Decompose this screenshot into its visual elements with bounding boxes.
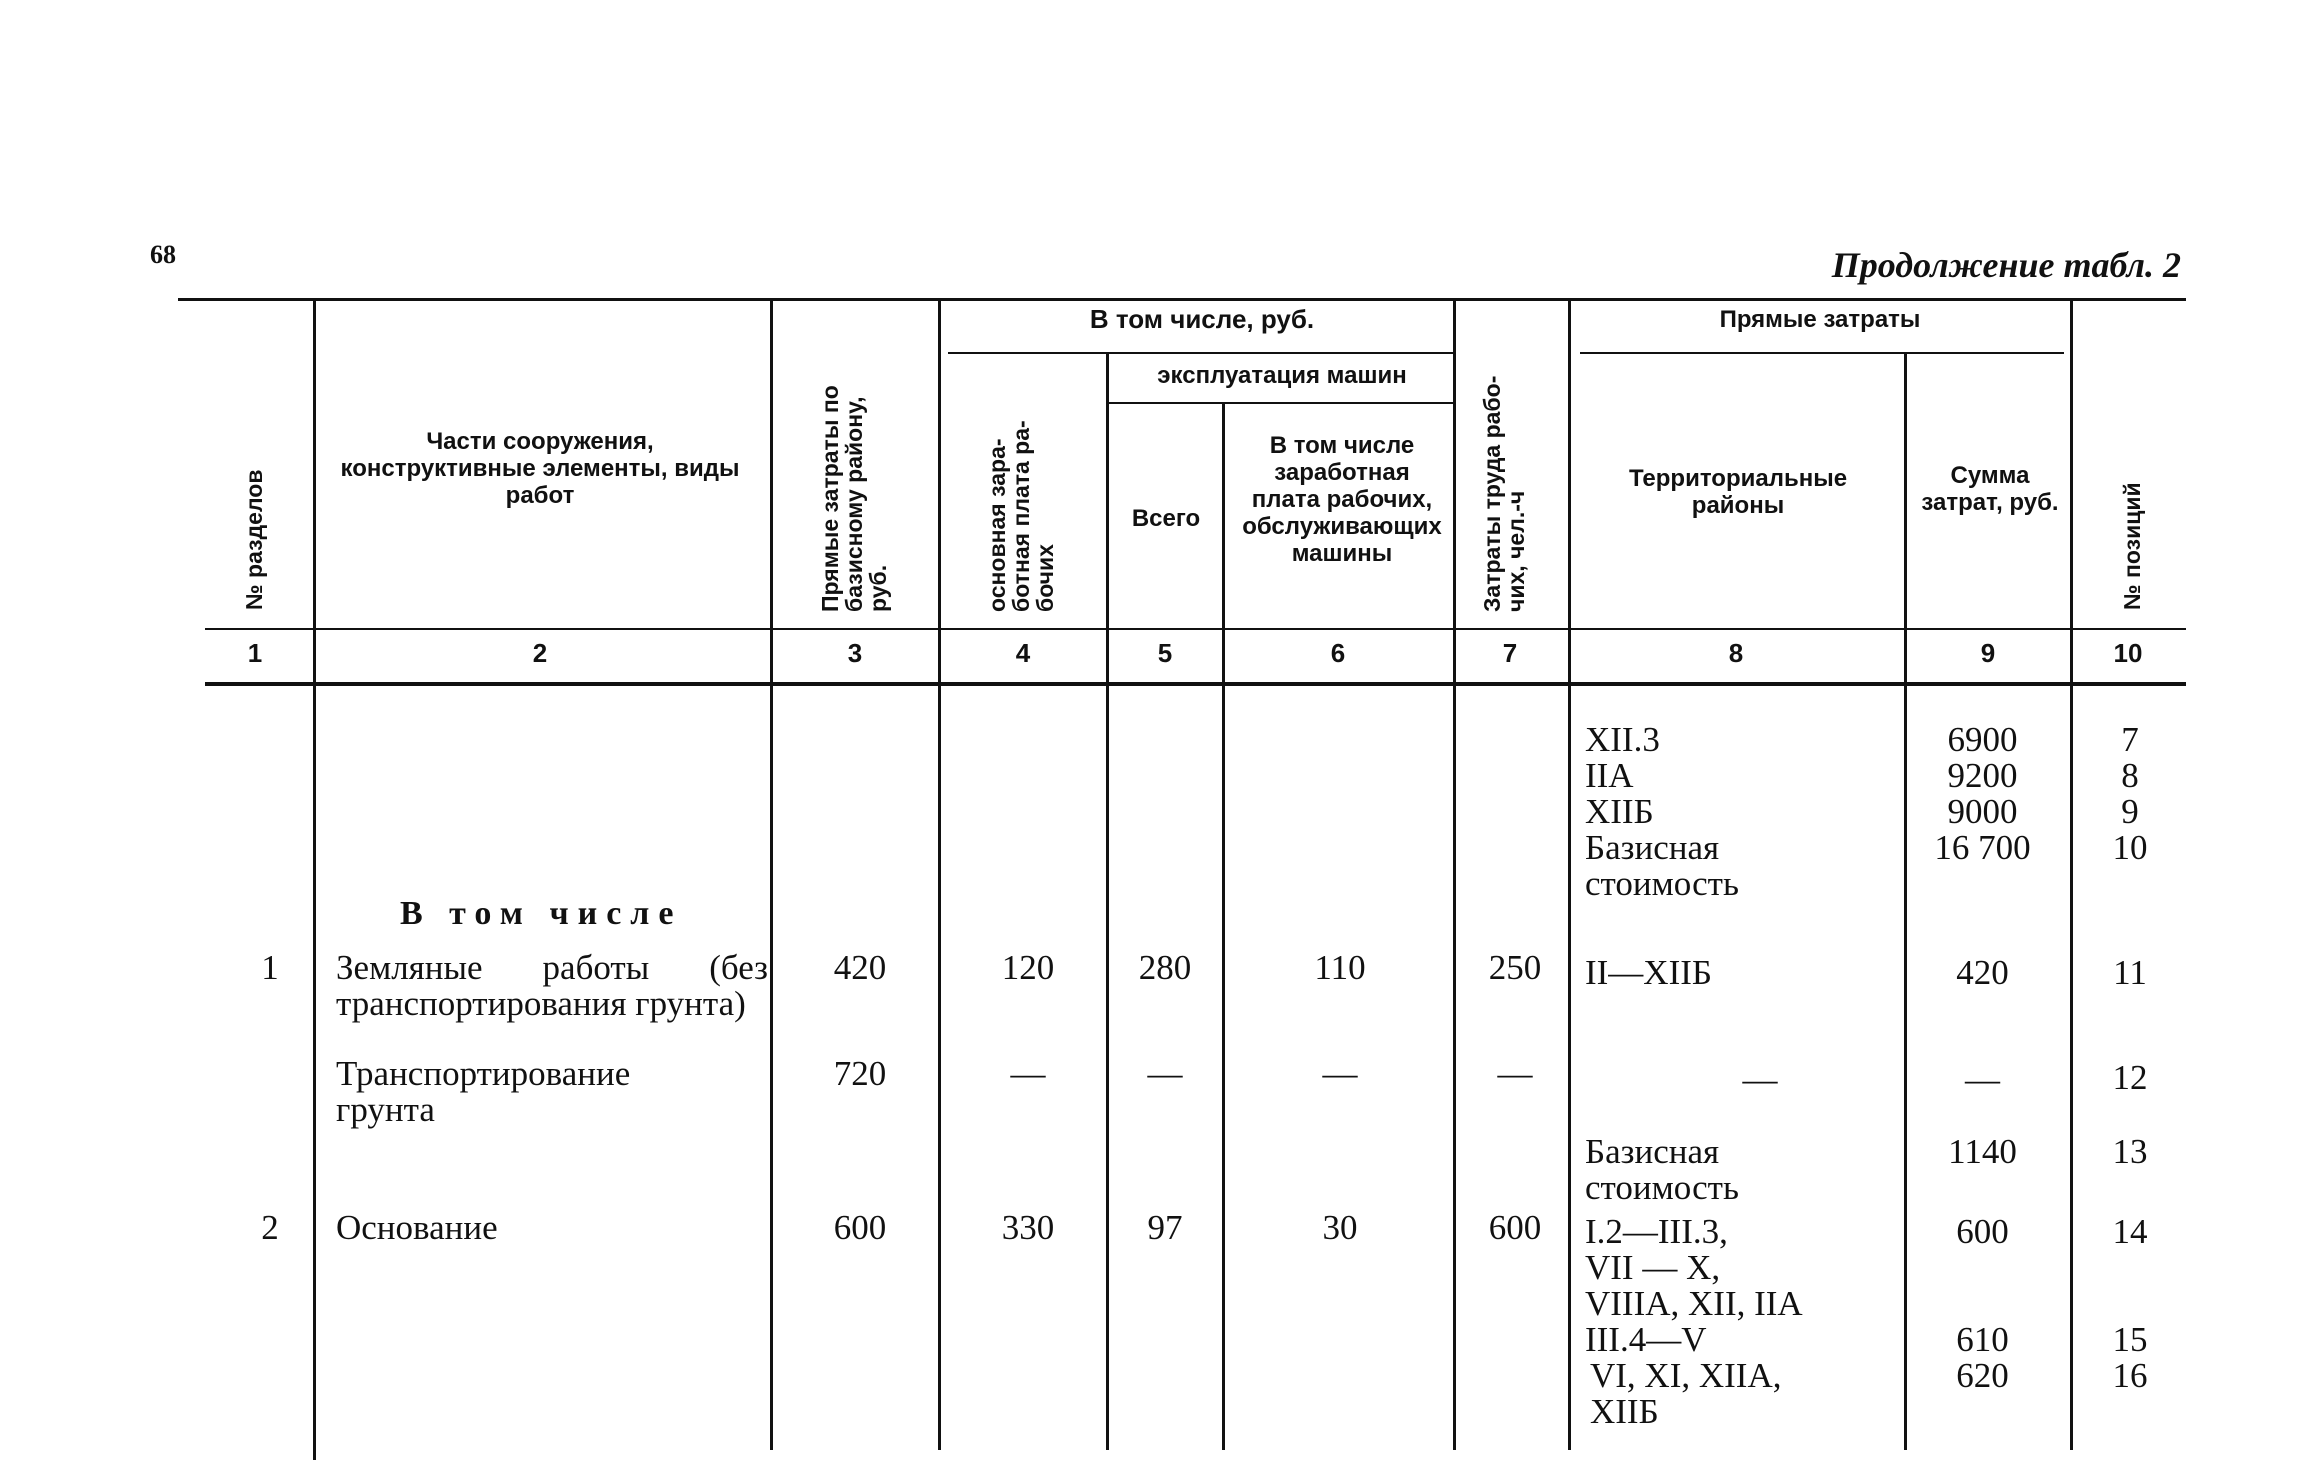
col-divider-9 bbox=[2070, 300, 2073, 1450]
col-divider-8 bbox=[1904, 352, 1907, 1450]
direct-cost-cell: 720 bbox=[833, 1054, 887, 1093]
group-machines-rule bbox=[1108, 402, 1456, 404]
header-group-machines: эксплуатация машин bbox=[1157, 362, 1407, 389]
region-cell: Базисная стоимость bbox=[1585, 1132, 1739, 1207]
column-number-6: 6 bbox=[1330, 638, 1346, 668]
header-section-number: № разделов bbox=[241, 469, 267, 610]
header-machines-wage: В том числе заработная плата рабочих, обслуживающих машины bbox=[1242, 432, 1442, 567]
header-machines-total: Всего bbox=[1131, 505, 1201, 532]
base-wage-cell: 120 bbox=[1001, 948, 1055, 987]
region-cell: — bbox=[1742, 1060, 1778, 1099]
section-number-cell: 2 bbox=[261, 1208, 279, 1247]
header-bottom-rule bbox=[205, 628, 2186, 630]
position-cell: 14 bbox=[2112, 1212, 2148, 1251]
region-cell: III.4—V bbox=[1585, 1320, 1707, 1359]
subheading-including: В том числе bbox=[400, 895, 683, 932]
position-cell: 12 bbox=[2112, 1058, 2148, 1097]
region-cell: VI, XI, XIIA, XIIБ bbox=[1590, 1356, 1782, 1431]
col-divider-6 bbox=[1453, 300, 1456, 1450]
sum-cell: 1140 bbox=[1948, 1132, 2017, 1171]
column-number-1: 1 bbox=[247, 638, 263, 668]
position-cell: 16 bbox=[2112, 1356, 2148, 1395]
region-cell: II—XIIБ bbox=[1585, 953, 1712, 992]
labor-cell: 600 bbox=[1488, 1208, 1542, 1247]
column-number-5: 5 bbox=[1157, 638, 1173, 668]
group-direct-rule bbox=[1580, 352, 2064, 354]
region-cell: Базисная стоимость bbox=[1585, 828, 1739, 903]
direct-cost-cell: 600 bbox=[833, 1208, 887, 1247]
col-divider-1 bbox=[313, 300, 316, 1460]
header-cost-sum: Сумма затрат, руб. bbox=[1921, 462, 2059, 516]
region-cell: XIIБ bbox=[1585, 792, 1654, 831]
position-cell: 9 bbox=[2121, 792, 2139, 831]
position-cell: 15 bbox=[2112, 1320, 2148, 1359]
column-number-2: 2 bbox=[532, 638, 548, 668]
column-number-4: 4 bbox=[1015, 638, 1031, 668]
region-cell: IIА bbox=[1585, 756, 1634, 795]
machines-total-cell: 97 bbox=[1147, 1208, 1183, 1247]
position-cell: 11 bbox=[2113, 953, 2147, 992]
column-number-9: 9 bbox=[1980, 638, 1996, 668]
header-group-including: В том числе, руб. bbox=[1089, 304, 1315, 334]
column-number-3: 3 bbox=[847, 638, 863, 668]
header-labor-costs: Затраты труда рабо- чих, чел.-ч bbox=[1479, 375, 1529, 612]
region-cell: I.2—III.3, VII — X, VIIIA, XII, IIA bbox=[1585, 1212, 1803, 1323]
sum-cell: 610 bbox=[1956, 1320, 2009, 1359]
position-cell: 7 bbox=[2121, 720, 2139, 759]
sum-cell: 600 bbox=[1956, 1212, 2009, 1251]
sum-cell: 420 bbox=[1956, 953, 2009, 992]
machines-wage-cell: — bbox=[1322, 1054, 1358, 1093]
group-incl-rule bbox=[948, 352, 1456, 354]
base-wage-cell: 330 bbox=[1001, 1208, 1055, 1247]
column-number-8: 8 bbox=[1728, 638, 1744, 668]
region-cell: XII.3 bbox=[1585, 720, 1660, 759]
work-name-cell: Основание bbox=[336, 1208, 498, 1247]
machines-wage-cell: 110 bbox=[1314, 948, 1366, 987]
column-number-7: 7 bbox=[1502, 638, 1518, 668]
header-position-number: № позиций bbox=[2119, 482, 2145, 610]
table-top-rule bbox=[178, 298, 2186, 301]
header-parts-of-structure: Части сооружения, конструктивные элементы, виды работ bbox=[340, 428, 740, 509]
col-divider-2 bbox=[770, 300, 773, 1450]
work-name-cell: Транспортирование грунта bbox=[336, 1054, 631, 1129]
sum-cell: 9000 bbox=[1947, 792, 2018, 831]
column-numbers-rule bbox=[205, 682, 2186, 686]
header-group-direct: Прямые затраты bbox=[1719, 306, 1921, 333]
sum-cell: 6900 bbox=[1947, 720, 2018, 759]
labor-cell: 250 bbox=[1488, 948, 1542, 987]
labor-cell: — bbox=[1497, 1054, 1533, 1093]
base-wage-cell: — bbox=[1010, 1054, 1046, 1093]
table-continuation-label: Продолжение табл. 2 bbox=[1831, 245, 2181, 285]
machines-total-cell: — bbox=[1147, 1054, 1183, 1093]
direct-cost-cell: 420 bbox=[833, 948, 887, 987]
position-cell: 13 bbox=[2112, 1132, 2148, 1171]
machines-wage-cell: 30 bbox=[1322, 1208, 1358, 1247]
page-number: 68 bbox=[150, 240, 176, 269]
column-number-10: 10 bbox=[2113, 638, 2143, 668]
sum-cell: 620 bbox=[1956, 1356, 2009, 1395]
work-name-cell: Земляные работы (без транспортирования грунта) bbox=[336, 948, 768, 1023]
col-divider-5 bbox=[1222, 404, 1225, 1450]
position-cell: 10 bbox=[2112, 828, 2148, 867]
sum-cell: 16 700 bbox=[1934, 828, 2031, 867]
position-cell: 8 bbox=[2121, 756, 2139, 795]
header-direct-costs-base: Прямые затраты по базисному району, руб. bbox=[817, 385, 891, 612]
machines-total-cell: 280 bbox=[1138, 948, 1192, 987]
col-divider-3 bbox=[938, 300, 941, 1450]
col-divider-7 bbox=[1568, 300, 1571, 1450]
header-base-wage: основная зара- ботная плата ра- бочих bbox=[984, 420, 1058, 612]
sum-cell: — bbox=[1965, 1060, 2000, 1099]
header-territorial-regions: Территориальные районы bbox=[1628, 465, 1848, 519]
sum-cell: 9200 bbox=[1947, 756, 2018, 795]
section-number-cell: 1 bbox=[261, 948, 279, 987]
